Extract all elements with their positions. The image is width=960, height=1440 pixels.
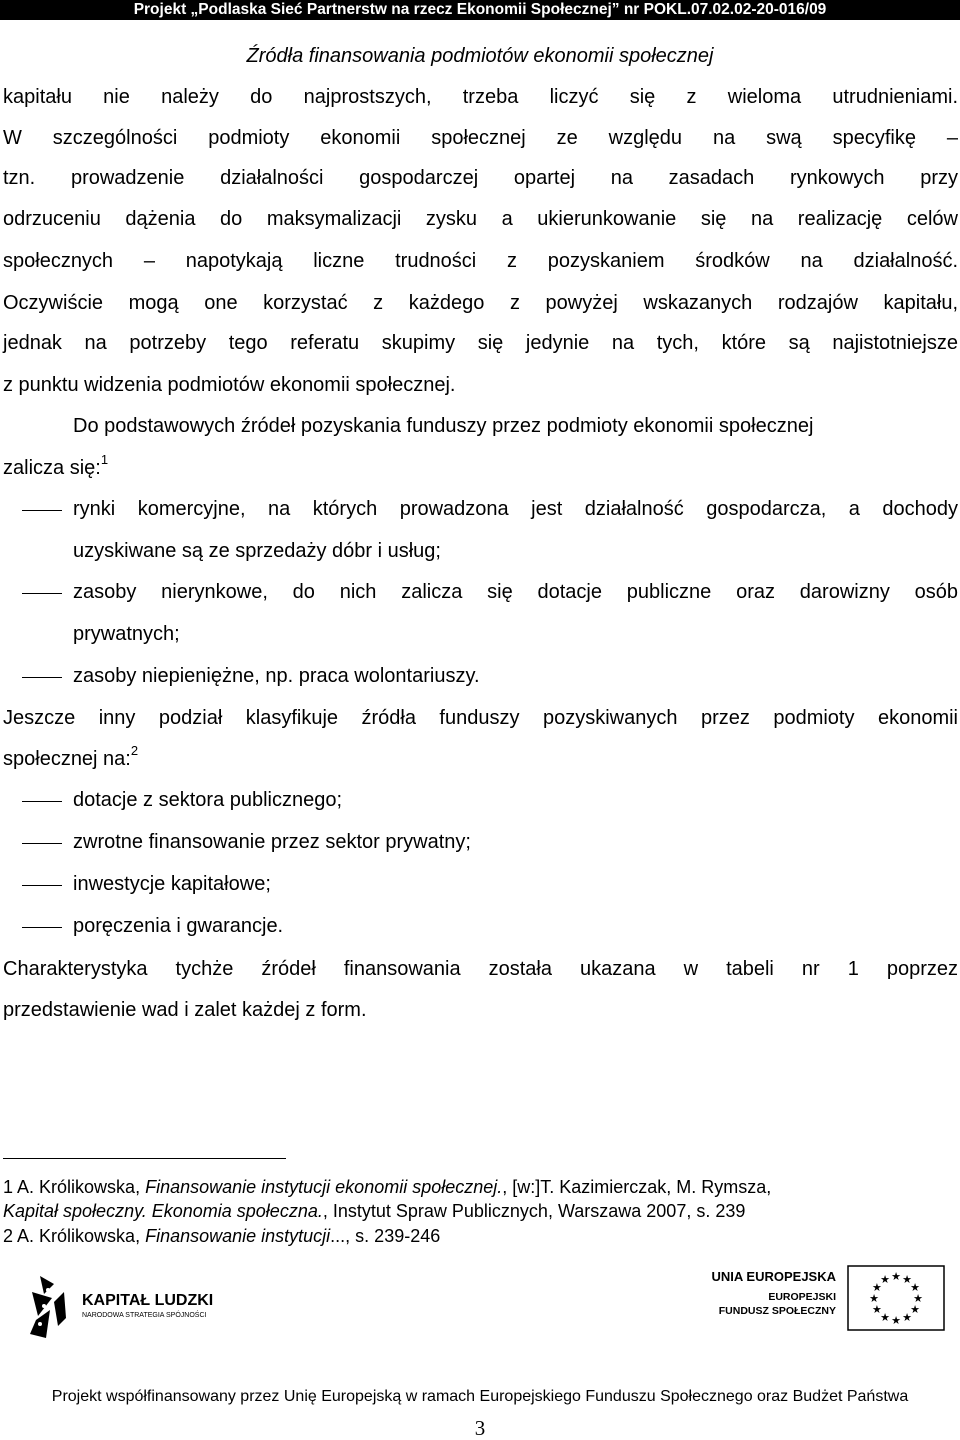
paragraph-line: W szczególności podmioty ekonomii społecznej ze względu na swą specyfikę – <box>3 127 958 149</box>
star-icon: ★ <box>880 1311 890 1325</box>
logo-line-2: EUROPEJSKI <box>768 1291 836 1303</box>
dash-bullet <box>22 801 62 802</box>
star-icon: ★ <box>902 1272 912 1286</box>
dash-bullet <box>22 843 62 844</box>
footnote-title: Kapitał społeczny. Ekonomia społeczna. <box>3 1201 323 1221</box>
list-item: prywatnych; <box>73 623 180 645</box>
page-number: 3 <box>474 1416 486 1440</box>
paragraph-line: kapitału nie należy do najprostszych, trzeba liczyć się z wieloma utrudnieniami. <box>3 86 958 108</box>
list-item: zasoby nierynkowe, do nich zalicza się dotacje publiczne oraz darowizny osób <box>73 581 958 603</box>
list-item: uzyskiwane są ze sprzedaży dóbr i usług; <box>73 540 441 562</box>
logo-line-1: UNIA EUROPEJSKA <box>712 1269 836 1284</box>
star-icon: ★ <box>891 1270 901 1283</box>
footnote-1-continued <box>3 1199 948 1223</box>
footnote-text: , Instytut Spraw Publicznych, Warszawa 2007, s. 239 <box>322 1201 746 1221</box>
paragraph-line: społecznych – napotykają liczne trudności z pozyskaniem środków na działalność. <box>3 250 958 272</box>
list-item: rynki komercyjne, na których prowadzona jest działalność gospodarcza, a dochody <box>73 498 958 520</box>
star-icon: ★ <box>910 1303 920 1316</box>
footnote-1 <box>3 1175 948 1199</box>
footnote-separator <box>3 1158 286 1159</box>
list-item: zwrotne finansowanie przez sektor prywatny; <box>73 831 471 853</box>
footnote-text: , [w:]T. Kazimierczak, M. Rymsza, <box>502 1177 772 1197</box>
project-header: Projekt „Podlaska Sieć Partnerstw na rzecz Ekonomii Społecznej” nr POKL.07.02.02-20-016/09 <box>0 0 960 20</box>
paragraph-line: Jeszcze inny podział klasyfikuje źródła funduszy pozyskiwanych przez podmioty ekonomii <box>3 707 958 729</box>
kapital-ludzki-logo <box>24 1272 244 1340</box>
star-icon: ★ <box>891 1314 901 1327</box>
list-item: dotacje z sektora publicznego; <box>73 789 343 811</box>
list-item: poręczenia i gwarancje. <box>73 915 284 937</box>
footnote-title: Finansowanie instytucji <box>145 1226 331 1246</box>
paragraph-line: Oczywiście mogą one korzystać z każdego z powyżej wskazanych rodzajów kapitału, <box>3 292 958 314</box>
kapital-ludzki-icon <box>24 1272 244 1340</box>
dash-bullet <box>22 885 62 886</box>
eu-flag-icon <box>712 1264 948 1334</box>
paragraph-text: społecznej na: <box>3 748 131 770</box>
list-item: zasoby niepieniężne, np. praca wolontariuszy. <box>73 665 480 687</box>
paragraph-text: zalicza się: <box>3 457 101 479</box>
footnote-number: 1 <box>3 1177 14 1197</box>
paragraph-line: Do podstawowych źródeł pozyskania funduszy przez podmioty ekonomii społecznej <box>73 415 814 437</box>
star-icon: ★ <box>872 1281 882 1294</box>
footnote-2 <box>3 1224 948 1248</box>
footnote-number: 2 <box>3 1226 14 1246</box>
logo-line-3: FUNDUSZ SPOŁECZNY <box>718 1305 836 1317</box>
paragraph-line <box>3 745 958 773</box>
logo-name: KAPITAŁ LUDZKI <box>82 1292 214 1309</box>
footnote-title: Finansowanie instytucji ekonomii społecznej. <box>145 1177 503 1197</box>
list-item: inwestycje kapitałowe; <box>73 873 271 895</box>
logo-subtitle: NARODOWA STRATEGIA SPÓJNOŚCI <box>82 1312 207 1319</box>
star-icon: ★ <box>913 1292 923 1305</box>
dash-bullet <box>22 510 62 511</box>
dash-bullet <box>22 593 62 594</box>
star-icon: ★ <box>910 1281 920 1294</box>
star-icon: ★ <box>880 1272 890 1286</box>
paragraph-line: Charakterystyka tychże źródeł finansowania została ukazana w tabeli nr 1 poprzez <box>3 958 958 980</box>
footnote-ref: 1 <box>100 452 109 468</box>
paragraph-line: przedstawienie wad i zalet każdej z form. <box>3 999 367 1021</box>
footnote-author: A. Królikowska, <box>17 1177 146 1197</box>
star-icon: ★ <box>902 1311 912 1325</box>
footnote-text: ..., s. 239-246 <box>330 1226 441 1246</box>
footnote-author: A. Królikowska, <box>17 1226 146 1246</box>
section-title: Źródła finansowania podmiotów ekonomii społecznej <box>246 45 714 67</box>
paragraph-line: odrzuceniu dążenia do maksymalizacji zysku a ukierunkowanie się na realizację celów <box>3 208 958 230</box>
dash-bullet <box>22 677 62 678</box>
dash-bullet <box>22 927 62 928</box>
star-icon: ★ <box>869 1292 879 1305</box>
paragraph-line: z punktu widzenia podmiotów ekonomii społecznej. <box>3 374 456 396</box>
paragraph-line <box>3 454 958 482</box>
paragraph-line: jednak na potrzeby tego referatu skupimy się jedynie na tych, które są najistotniejsze <box>3 332 958 354</box>
footnote-ref: 2 <box>130 743 139 759</box>
cofinancing-footer: Projekt współfinansowany przez Unię Europejską w ramach Europejskiego Funduszu Społecznego oraz Budżet Państwa <box>51 1388 909 1405</box>
star-icon: ★ <box>872 1303 882 1316</box>
eu-efs-logo <box>712 1264 948 1334</box>
paragraph-line: tzn. prowadzenie działalności gospodarczej opartej na zasadach rynkowych przy <box>3 167 958 189</box>
